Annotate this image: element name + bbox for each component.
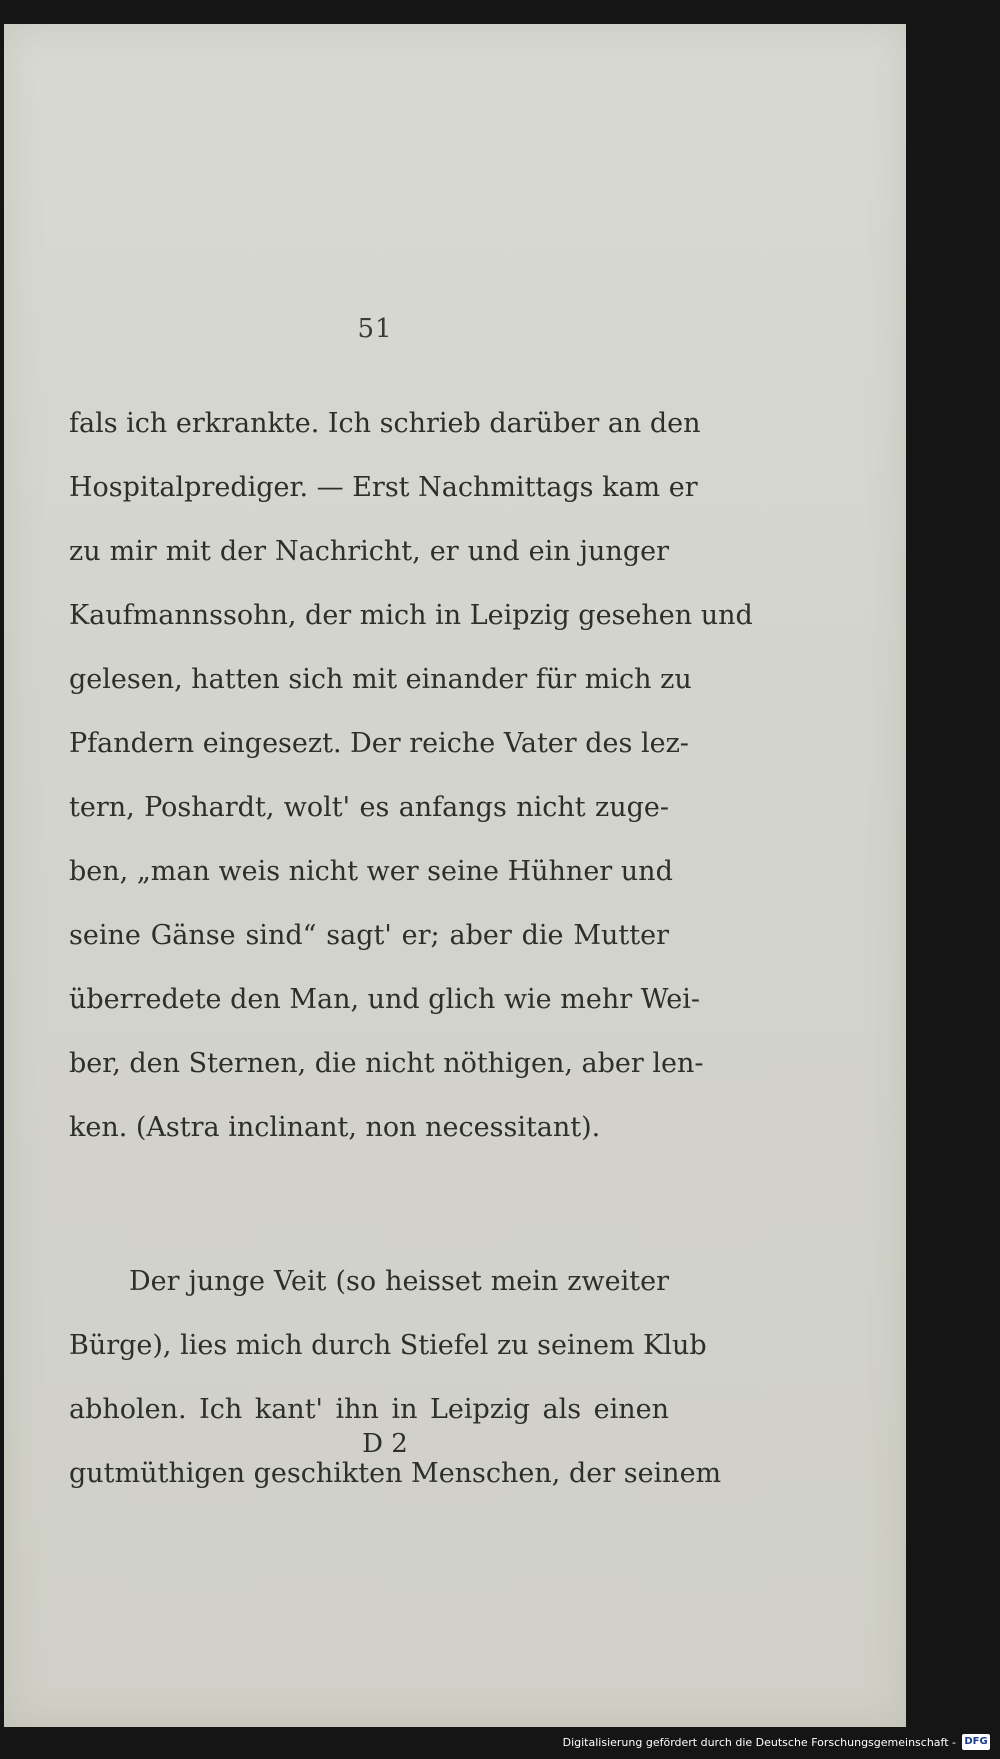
text-line: ken. (Astra inclinant, non necessitant).: [69, 1112, 601, 1143]
text-line: Kaufmannssohn, der mich in Leipzig gesehen und: [69, 600, 753, 631]
text-line: abholen. Ich kant' ihn in Leipzig als einen: [69, 1394, 669, 1425]
footer-credit: Digitalisierung gefördert durch die Deutsche Forschungsgemeinschaft -: [562, 1735, 956, 1749]
text-line: Der junge Veit (so heisset mein zweiter: [129, 1266, 669, 1297]
paragraph-2: [69, 1250, 722, 1506]
paragraph-spacing: [69, 1160, 669, 1250]
text-line: überredete den Man, und glich wie mehr Wei-: [69, 984, 700, 1015]
text-line: fals ich erkrankte. Ich schrieb darüber an den: [69, 408, 701, 439]
digitization-footer: [563, 1731, 990, 1753]
body-text: [69, 392, 753, 1506]
signature-mark: D 2: [362, 1429, 408, 1459]
text-line: Pfandern eingesezt. Der reiche Vater des lez-: [69, 728, 689, 759]
text-line: gelesen, hatten sich mit einander für mich zu: [69, 664, 692, 695]
text-line: seine Gänse sind“ sagt' er; aber die Mutter: [69, 920, 669, 951]
paragraph-1: [69, 392, 753, 1160]
text-line: Hospitalprediger. — Erst Nachmittags kam er: [69, 472, 698, 503]
text-line: Bürge), lies mich durch Stiefel zu seinem Klub: [69, 1330, 707, 1361]
dfg-logo-icon: DFG: [962, 1734, 990, 1750]
book-page: [4, 24, 906, 1727]
text-line: ber, den Sternen, die nicht nöthigen, aber len-: [69, 1048, 704, 1079]
text-line: zu mir mit der Nachricht, er und ein junger: [69, 536, 669, 567]
text-line: ben, „man weis nicht wer seine Hühner und: [69, 856, 673, 887]
text-line: gutmüthigen geschikten Menschen, der seinem: [69, 1458, 722, 1489]
text-line: tern, Poshardt, wolt' es anfangs nicht zuge-: [69, 792, 669, 823]
page-number: 51: [357, 314, 393, 344]
